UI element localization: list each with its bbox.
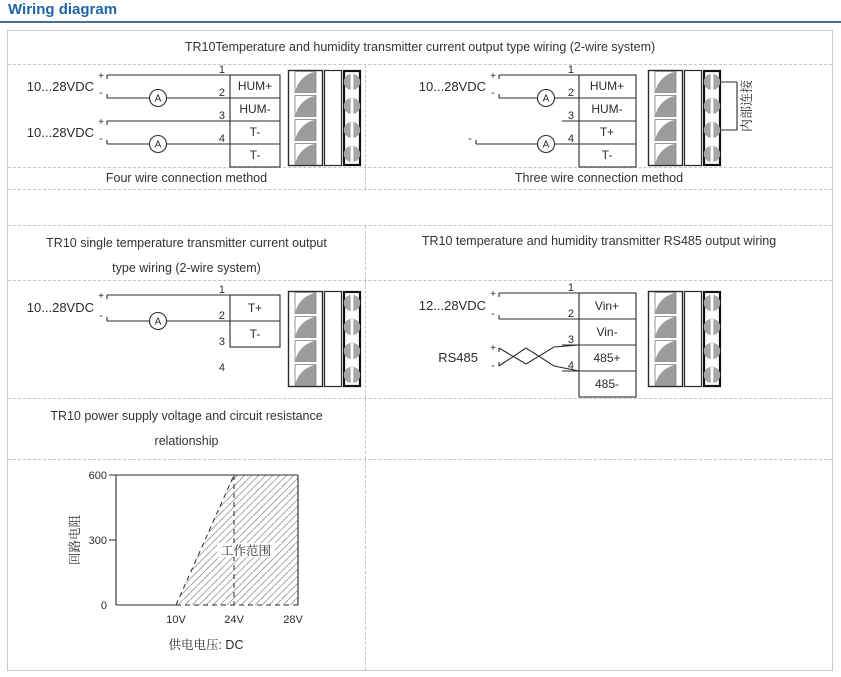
svg-text:2: 2 bbox=[218, 87, 225, 100]
single-temp-diagram-svg bbox=[8, 281, 366, 399]
terminal-numbers bbox=[568, 65, 574, 145]
minus-sign: - bbox=[468, 133, 472, 146]
working-range-annotation: 工作范围 bbox=[220, 544, 272, 558]
rs485-diagram-svg bbox=[366, 281, 834, 399]
svg-text:T+: T+ bbox=[247, 301, 263, 316]
svg-text:2: 2 bbox=[567, 87, 574, 100]
svg-text:3: 3 bbox=[218, 336, 225, 349]
chart-cell bbox=[8, 460, 366, 670]
svg-text:T+: T+ bbox=[599, 125, 615, 140]
empty-cell bbox=[366, 399, 832, 459]
minus-sign: - bbox=[99, 133, 103, 146]
single-temp-title-line2: type wiring (2-wire system) bbox=[112, 261, 261, 276]
svg-text:300: 300 bbox=[88, 535, 107, 547]
svg-text:3: 3 bbox=[218, 110, 225, 123]
minus-sign: - bbox=[491, 87, 495, 100]
three-wire-caption: Three wire connection method bbox=[514, 171, 684, 186]
table-row bbox=[8, 168, 832, 190]
rs485-title: TR10 temperature and humidity transmitter RS485 output wiring bbox=[421, 234, 777, 249]
x-tick-labels bbox=[166, 614, 303, 626]
svg-text:1: 1 bbox=[218, 284, 225, 297]
y-axis-label: 回路电阻 bbox=[68, 514, 82, 566]
plus-sign: + bbox=[98, 71, 104, 83]
table-row bbox=[8, 399, 832, 460]
svg-text:2: 2 bbox=[218, 310, 225, 323]
spacer-cell bbox=[8, 190, 832, 225]
rs485-bus-label: RS485 bbox=[438, 350, 478, 366]
svg-text:0: 0 bbox=[100, 600, 107, 612]
internal-connection-label: 内部连接 bbox=[739, 80, 754, 133]
four-wire-diagram-svg bbox=[8, 65, 366, 168]
minus-sign: - bbox=[491, 360, 495, 373]
svg-text:1: 1 bbox=[567, 65, 574, 77]
svg-text:T-: T- bbox=[249, 125, 261, 140]
svg-text:HUM-: HUM- bbox=[591, 102, 623, 117]
table-row bbox=[8, 226, 832, 281]
svg-text:T-: T- bbox=[601, 148, 613, 163]
svg-text:3: 3 bbox=[567, 334, 574, 347]
table-row bbox=[8, 281, 832, 399]
supply-label: 12...28VDC bbox=[418, 298, 486, 314]
svg-text:HUM+: HUM+ bbox=[589, 79, 625, 94]
svg-text:4: 4 bbox=[567, 133, 574, 146]
svg-text:T-: T- bbox=[249, 327, 261, 342]
svg-text:4: 4 bbox=[218, 362, 225, 375]
single-temp-title bbox=[8, 226, 366, 280]
plus-sign: + bbox=[98, 291, 104, 303]
supply-label: 10...28VDC bbox=[26, 125, 94, 141]
plus-sign: + bbox=[490, 289, 496, 301]
section-header: TR10Temperature and humidity transmitter current output type wiring (2-wire system) bbox=[184, 40, 656, 54]
plus-sign: + bbox=[98, 117, 104, 129]
wiring-table bbox=[7, 30, 833, 671]
three-wire-diagram-cell bbox=[366, 65, 834, 167]
svg-text:1: 1 bbox=[218, 65, 225, 77]
svg-text:485+: 485+ bbox=[593, 351, 621, 366]
svg-text:4: 4 bbox=[567, 360, 574, 373]
svg-text:HUM+: HUM+ bbox=[237, 79, 273, 94]
svg-text:HUM-: HUM- bbox=[239, 102, 271, 117]
page-title: Wiring diagram bbox=[8, 1, 118, 18]
table-row bbox=[8, 65, 832, 168]
minus-sign: - bbox=[99, 87, 103, 100]
four-wire-diagram-cell bbox=[8, 65, 366, 167]
supply-label: 10...28VDC bbox=[418, 79, 486, 95]
power-title-line2: relationship bbox=[154, 434, 219, 449]
terminal-numbers bbox=[219, 65, 225, 145]
svg-text:28V: 28V bbox=[283, 614, 303, 626]
power-voltage-resistance-chart bbox=[8, 460, 366, 670]
terminal-numbers bbox=[568, 282, 574, 372]
svg-text:4: 4 bbox=[218, 133, 225, 146]
table-row bbox=[8, 31, 832, 65]
single-temp-diagram-cell bbox=[8, 281, 366, 398]
three-wire-diagram-svg bbox=[366, 65, 834, 168]
power-title bbox=[8, 399, 366, 459]
supply-label: 10...28VDC bbox=[26, 300, 94, 316]
plus-sign: + bbox=[490, 343, 496, 355]
svg-text:1: 1 bbox=[567, 282, 574, 295]
plus-sign: + bbox=[490, 71, 496, 83]
title-underline bbox=[0, 21, 841, 23]
minus-sign: - bbox=[491, 308, 495, 321]
svg-text:24V: 24V bbox=[224, 614, 244, 626]
table-row bbox=[8, 460, 832, 670]
rs485-diagram-cell bbox=[366, 281, 834, 398]
svg-text:T-: T- bbox=[249, 148, 261, 163]
svg-text:Vin-: Vin- bbox=[596, 325, 618, 340]
single-temp-title-line1: TR10 single temperature transmitter current output bbox=[46, 236, 327, 251]
supply-label: 10...28VDC bbox=[26, 79, 94, 95]
four-wire-caption: Four wire connection method bbox=[8, 168, 366, 189]
svg-text:600: 600 bbox=[88, 470, 107, 482]
y-tick-labels bbox=[89, 470, 107, 612]
power-title-line1: TR10 power supply voltage and circuit resistance bbox=[50, 409, 323, 424]
svg-text:Vin+: Vin+ bbox=[594, 299, 620, 314]
svg-text:485-: 485- bbox=[594, 377, 620, 392]
svg-text:3: 3 bbox=[567, 110, 574, 123]
x-axis-label: 供电电压: DC bbox=[168, 638, 244, 652]
svg-text:2: 2 bbox=[567, 308, 574, 321]
svg-text:10V: 10V bbox=[166, 614, 186, 626]
terminal-numbers bbox=[219, 284, 225, 374]
minus-sign: - bbox=[99, 310, 103, 323]
table-row bbox=[8, 190, 832, 226]
empty-cell bbox=[366, 460, 832, 670]
working-range-region bbox=[176, 475, 298, 605]
